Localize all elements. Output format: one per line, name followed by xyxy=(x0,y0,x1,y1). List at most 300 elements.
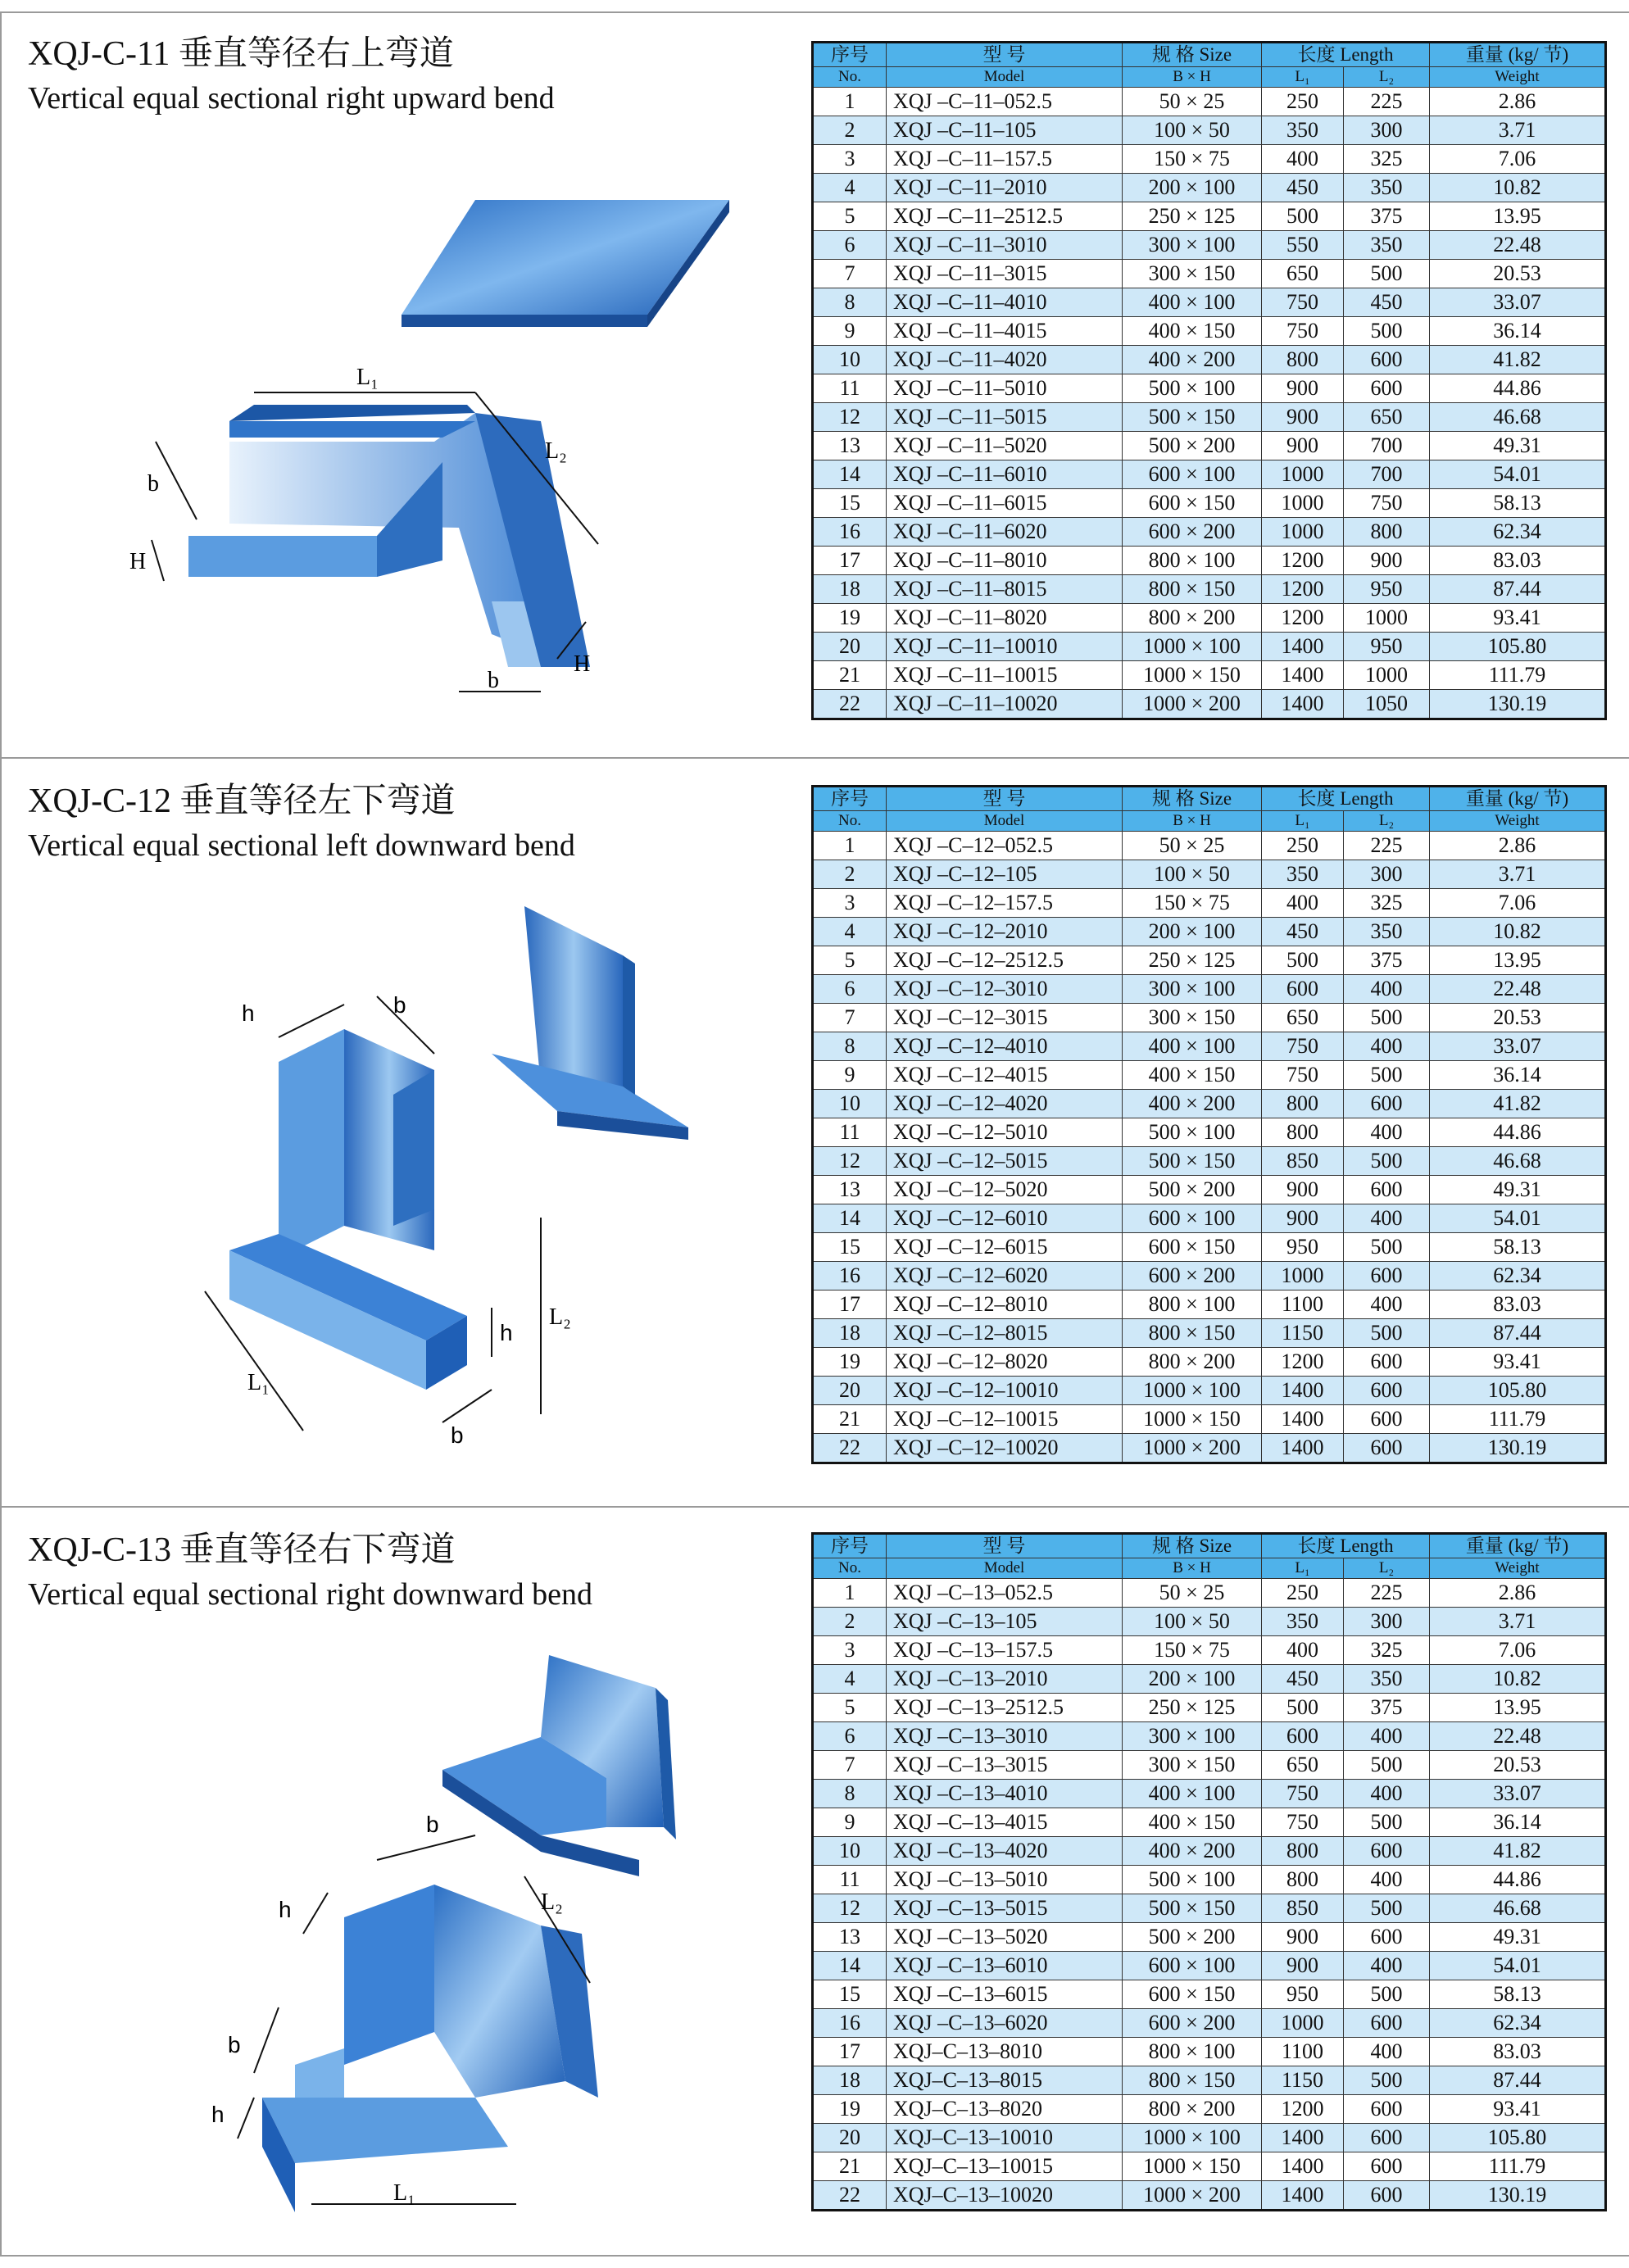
col-weight-zh: 重量 (kg/ 节) xyxy=(1430,1534,1606,1558)
cell-weight: 62.34 xyxy=(1430,1262,1606,1290)
col-weight-en: Weight xyxy=(1430,67,1606,88)
cell-size: 400 × 150 xyxy=(1123,1061,1262,1090)
bend-body xyxy=(229,1029,467,1390)
cell-no: 13 xyxy=(813,1923,887,1952)
cell-model: XQJ–C–13–10015 xyxy=(887,2152,1123,2181)
col-no-zh: 序号 xyxy=(813,43,887,67)
table-row xyxy=(813,1780,1606,1808)
cell-l2: 600 xyxy=(1344,1377,1430,1405)
cell-l1: 750 xyxy=(1262,288,1344,317)
cell-size: 500 × 150 xyxy=(1123,1147,1262,1176)
cell-model: XQJ –C–12–5010 xyxy=(887,1118,1123,1147)
cell-l1: 1000 xyxy=(1262,1262,1344,1290)
cell-l1: 500 xyxy=(1262,202,1344,231)
cell-weight: 105.80 xyxy=(1430,1377,1606,1405)
cell-model: XQJ –C–12–6020 xyxy=(887,1262,1123,1290)
table-row xyxy=(813,946,1606,975)
table-row xyxy=(813,1722,1606,1751)
cell-weight: 93.41 xyxy=(1430,2095,1606,2124)
cell-model: XQJ –C–12–052.5 xyxy=(887,832,1123,860)
table-row xyxy=(813,1204,1606,1233)
table-subheader-row xyxy=(813,1558,1606,1579)
cell-model: XQJ –C–11–157.5 xyxy=(887,145,1123,174)
dim-h2-label: H xyxy=(574,651,591,677)
cell-no: 11 xyxy=(813,374,887,403)
cell-l1: 1100 xyxy=(1262,2038,1344,2066)
cell-weight: 87.44 xyxy=(1430,1319,1606,1348)
cell-model: XQJ –C–12–4010 xyxy=(887,1032,1123,1061)
cell-no: 21 xyxy=(813,1405,887,1434)
cell-weight: 7.06 xyxy=(1430,1636,1606,1665)
cell-no: 21 xyxy=(813,2152,887,2181)
cell-model: XQJ –C–12–10010 xyxy=(887,1377,1123,1405)
cell-l2: 350 xyxy=(1344,1665,1430,1694)
table-header-row xyxy=(813,1534,1606,1558)
cell-l2: 600 xyxy=(1344,346,1430,374)
table-row xyxy=(813,832,1606,860)
cell-l2: 700 xyxy=(1344,460,1430,489)
cell-l2: 600 xyxy=(1344,1348,1430,1377)
dim-b-label: b xyxy=(147,471,159,497)
cell-no: 8 xyxy=(813,1032,887,1061)
cell-l2: 400 xyxy=(1344,1290,1430,1319)
cell-l1: 1200 xyxy=(1262,547,1344,575)
cell-model: XQJ–C–13–8010 xyxy=(887,2038,1123,2066)
cell-size: 100 × 50 xyxy=(1123,860,1262,889)
cell-no: 19 xyxy=(813,1348,887,1377)
cell-l2: 400 xyxy=(1344,1952,1430,1980)
cell-weight: 10.82 xyxy=(1430,1665,1606,1694)
cell-l2: 600 xyxy=(1344,1434,1430,1463)
cell-l2: 450 xyxy=(1344,288,1430,317)
dim-l1-label: L₁ xyxy=(247,1370,270,1395)
cell-model: XQJ–C–13–8020 xyxy=(887,2095,1123,2124)
cell-l2: 600 xyxy=(1344,1923,1430,1952)
cell-model: XQJ –C–13–2010 xyxy=(887,1665,1123,1694)
cell-l1: 900 xyxy=(1262,1923,1344,1952)
cell-model: XQJ –C–13–157.5 xyxy=(887,1636,1123,1665)
section-title-zh: XQJ-C-11 垂直等径右上弯道 xyxy=(28,35,454,73)
table-row xyxy=(813,1118,1606,1147)
table-row xyxy=(813,633,1606,661)
cell-l2: 225 xyxy=(1344,88,1430,116)
cell-l2: 500 xyxy=(1344,1808,1430,1837)
cell-no: 8 xyxy=(813,1780,887,1808)
cell-no: 22 xyxy=(813,1434,887,1463)
cell-no: 1 xyxy=(813,832,887,860)
col-size-zh: 规 格 Size xyxy=(1123,1534,1262,1558)
col-l2: L₂ xyxy=(1344,811,1430,832)
table-header-row xyxy=(813,43,1606,67)
col-size-en: B × H xyxy=(1123,67,1262,88)
cell-weight: 87.44 xyxy=(1430,2066,1606,2095)
cell-model: XQJ –C–12–10020 xyxy=(887,1434,1123,1463)
cell-weight: 83.03 xyxy=(1430,2038,1606,2066)
cell-l1: 1400 xyxy=(1262,1434,1344,1463)
cell-model: XQJ –C–11–5015 xyxy=(887,403,1123,432)
table-row xyxy=(813,1262,1606,1290)
cell-l2: 600 xyxy=(1344,1837,1430,1866)
cell-weight: 36.14 xyxy=(1430,1808,1606,1837)
cell-weight: 58.13 xyxy=(1430,489,1606,518)
cell-size: 1000 × 200 xyxy=(1123,2181,1262,2211)
cell-size: 600 × 100 xyxy=(1123,1204,1262,1233)
cell-size: 1000 × 100 xyxy=(1123,1377,1262,1405)
cell-l1: 1000 xyxy=(1262,518,1344,547)
table-row xyxy=(813,1348,1606,1377)
table-row xyxy=(813,1665,1606,1694)
cell-weight: 49.31 xyxy=(1430,1176,1606,1204)
cell-model: XQJ –C–11–2010 xyxy=(887,174,1123,202)
cell-no: 7 xyxy=(813,1751,887,1780)
cell-model: XQJ –C–11–3015 xyxy=(887,260,1123,288)
cell-no: 15 xyxy=(813,1980,887,2009)
cell-weight: 49.31 xyxy=(1430,1923,1606,1952)
cell-size: 1000 × 150 xyxy=(1123,661,1262,690)
cell-l1: 250 xyxy=(1262,1579,1344,1608)
table-row xyxy=(813,1032,1606,1061)
cell-no: 20 xyxy=(813,1377,887,1405)
cell-no: 4 xyxy=(813,174,887,202)
cell-weight: 54.01 xyxy=(1430,1952,1606,1980)
cell-weight: 44.86 xyxy=(1430,374,1606,403)
cell-weight: 41.82 xyxy=(1430,346,1606,374)
cell-weight: 22.48 xyxy=(1430,975,1606,1004)
cell-model: XQJ –C–11–10015 xyxy=(887,661,1123,690)
cell-no: 11 xyxy=(813,1866,887,1894)
cell-model: XQJ –C–13–4010 xyxy=(887,1780,1123,1808)
table-row xyxy=(813,2009,1606,2038)
cell-l1: 1200 xyxy=(1262,604,1344,633)
cell-weight: 111.79 xyxy=(1430,661,1606,690)
cell-no: 9 xyxy=(813,1808,887,1837)
cell-no: 20 xyxy=(813,2124,887,2152)
table-row xyxy=(813,374,1606,403)
cell-model: XQJ –C–12–8010 xyxy=(887,1290,1123,1319)
cell-model: XQJ –C–11–10020 xyxy=(887,690,1123,719)
cell-l1: 900 xyxy=(1262,432,1344,460)
col-l2: L₂ xyxy=(1344,67,1430,88)
table-row xyxy=(813,1319,1606,1348)
cell-size: 400 × 150 xyxy=(1123,1808,1262,1837)
cell-l1: 1000 xyxy=(1262,489,1344,518)
cell-l1: 1400 xyxy=(1262,2152,1344,2181)
cell-l2: 500 xyxy=(1344,2066,1430,2095)
cell-size: 800 × 200 xyxy=(1123,604,1262,633)
cell-weight: 3.71 xyxy=(1430,116,1606,145)
cell-size: 50 × 25 xyxy=(1123,832,1262,860)
cell-l2: 300 xyxy=(1344,860,1430,889)
cell-weight: 10.82 xyxy=(1430,918,1606,946)
cell-l2: 500 xyxy=(1344,1751,1430,1780)
section-title-en: Vertical equal sectional right downward bend xyxy=(28,1577,593,1612)
table-row xyxy=(813,88,1606,116)
cell-weight: 83.03 xyxy=(1430,1290,1606,1319)
table-row xyxy=(813,1751,1606,1780)
table-row xyxy=(813,1923,1606,1952)
cell-l2: 325 xyxy=(1344,145,1430,174)
cell-model: XQJ –C–11–6020 xyxy=(887,518,1123,547)
cell-weight: 49.31 xyxy=(1430,432,1606,460)
dim-l2-label: L₂ xyxy=(541,1889,563,1915)
cell-no: 15 xyxy=(813,489,887,518)
cell-weight: 3.71 xyxy=(1430,860,1606,889)
table-row xyxy=(813,317,1606,346)
col-weight-zh: 重量 (kg/ 节) xyxy=(1430,787,1606,811)
bend-illustration xyxy=(33,1639,770,2229)
cell-model: XQJ –C–11–8020 xyxy=(887,604,1123,633)
table-row xyxy=(813,1176,1606,1204)
cell-size: 600 × 100 xyxy=(1123,460,1262,489)
cell-l2: 650 xyxy=(1344,403,1430,432)
cell-l2: 750 xyxy=(1344,489,1430,518)
cell-size: 500 × 100 xyxy=(1123,1118,1262,1147)
cell-l1: 750 xyxy=(1262,1780,1344,1808)
cell-size: 250 × 125 xyxy=(1123,202,1262,231)
bend-illustration xyxy=(33,175,770,733)
cell-l1: 750 xyxy=(1262,1032,1344,1061)
col-no-zh: 序号 xyxy=(813,787,887,811)
col-length-zh: 长度 Length xyxy=(1262,787,1430,811)
cell-size: 600 × 200 xyxy=(1123,1262,1262,1290)
cell-no: 18 xyxy=(813,1319,887,1348)
col-model-en: Model xyxy=(887,67,1123,88)
cell-no: 2 xyxy=(813,116,887,145)
cell-l2: 400 xyxy=(1344,1204,1430,1233)
cell-l1: 1400 xyxy=(1262,690,1344,719)
table-subheader-row xyxy=(813,67,1606,88)
table-row xyxy=(813,604,1606,633)
cell-weight: 58.13 xyxy=(1430,1233,1606,1262)
dim-h2-label: h xyxy=(500,1320,513,1345)
cell-weight: 105.80 xyxy=(1430,633,1606,661)
cell-size: 200 × 100 xyxy=(1123,1665,1262,1694)
cell-l2: 325 xyxy=(1344,1636,1430,1665)
cell-weight: 130.19 xyxy=(1430,690,1606,719)
cell-no: 16 xyxy=(813,518,887,547)
cell-size: 400 × 200 xyxy=(1123,1837,1262,1866)
bottom-border xyxy=(0,2255,1629,2257)
cell-l1: 750 xyxy=(1262,1808,1344,1837)
cell-weight: 62.34 xyxy=(1430,2009,1606,2038)
cell-model: XQJ –C–12–105 xyxy=(887,860,1123,889)
cell-l1: 400 xyxy=(1262,145,1344,174)
cell-model: XQJ –C–12–8020 xyxy=(887,1348,1123,1377)
cell-no: 2 xyxy=(813,1608,887,1636)
cell-l1: 500 xyxy=(1262,946,1344,975)
cell-model: XQJ –C–11–8015 xyxy=(887,575,1123,604)
cell-model: XQJ –C–13–6010 xyxy=(887,1952,1123,1980)
cell-l1: 1200 xyxy=(1262,1348,1344,1377)
cell-l2: 1050 xyxy=(1344,690,1430,719)
table-row xyxy=(813,1434,1606,1463)
cell-no: 10 xyxy=(813,346,887,374)
table-row xyxy=(813,1290,1606,1319)
cell-size: 600 × 150 xyxy=(1123,1980,1262,2009)
cell-l2: 600 xyxy=(1344,2095,1430,2124)
cell-no: 13 xyxy=(813,432,887,460)
cell-no: 21 xyxy=(813,661,887,690)
cell-model: XQJ –C–11–105 xyxy=(887,116,1123,145)
cell-l2: 400 xyxy=(1344,1780,1430,1808)
cell-no: 14 xyxy=(813,460,887,489)
cell-no: 5 xyxy=(813,1694,887,1722)
cell-size: 1000 × 150 xyxy=(1123,1405,1262,1434)
col-model-en: Model xyxy=(887,1558,1123,1579)
table-row xyxy=(813,288,1606,317)
section-c13 xyxy=(0,1508,1629,2253)
cell-weight: 33.07 xyxy=(1430,1032,1606,1061)
table-row xyxy=(813,432,1606,460)
table-row xyxy=(813,1579,1606,1608)
table-row xyxy=(813,918,1606,946)
col-l1: L₁ xyxy=(1262,811,1344,832)
cell-l2: 500 xyxy=(1344,1061,1430,1090)
cell-size: 600 × 200 xyxy=(1123,518,1262,547)
cell-l2: 375 xyxy=(1344,1694,1430,1722)
col-model-zh: 型 号 xyxy=(887,1534,1123,1558)
cell-weight: 130.19 xyxy=(1430,1434,1606,1463)
cell-l1: 1000 xyxy=(1262,2009,1344,2038)
cell-l2: 600 xyxy=(1344,1262,1430,1290)
section-title-en: Vertical equal sectional left downward bend xyxy=(28,828,575,863)
table-row xyxy=(813,975,1606,1004)
cell-no: 12 xyxy=(813,1147,887,1176)
cell-weight: 87.44 xyxy=(1430,575,1606,604)
cell-l2: 600 xyxy=(1344,1176,1430,1204)
bend-body xyxy=(188,405,590,667)
cell-l1: 1150 xyxy=(1262,1319,1344,1348)
cell-l1: 1400 xyxy=(1262,2181,1344,2211)
cell-no: 3 xyxy=(813,889,887,918)
cell-model: XQJ –C–12–2010 xyxy=(887,918,1123,946)
cell-weight: 33.07 xyxy=(1430,1780,1606,1808)
cell-no: 22 xyxy=(813,690,887,719)
cell-l1: 1200 xyxy=(1262,2095,1344,2124)
cell-l1: 350 xyxy=(1262,116,1344,145)
cell-model: XQJ –C–12–4020 xyxy=(887,1090,1123,1118)
table-row xyxy=(813,116,1606,145)
cell-weight: 3.71 xyxy=(1430,1608,1606,1636)
cell-size: 800 × 150 xyxy=(1123,2066,1262,2095)
col-l1: L₁ xyxy=(1262,1558,1344,1579)
cell-model: XQJ –C–12–5015 xyxy=(887,1147,1123,1176)
cell-size: 200 × 100 xyxy=(1123,918,1262,946)
col-size-zh: 规 格 Size xyxy=(1123,43,1262,67)
cell-model: XQJ –C–13–5015 xyxy=(887,1894,1123,1923)
cell-model: XQJ –C–11–4020 xyxy=(887,346,1123,374)
cell-l1: 800 xyxy=(1262,1090,1344,1118)
cell-l2: 400 xyxy=(1344,2038,1430,2066)
cell-l1: 450 xyxy=(1262,174,1344,202)
cell-size: 250 × 125 xyxy=(1123,946,1262,975)
cell-l2: 950 xyxy=(1344,575,1430,604)
cell-model: XQJ –C–11–6010 xyxy=(887,460,1123,489)
table-row xyxy=(813,547,1606,575)
table-row xyxy=(813,1980,1606,2009)
table-row xyxy=(813,1894,1606,1923)
cell-model: XQJ –C–11–5010 xyxy=(887,374,1123,403)
cell-l2: 600 xyxy=(1344,2152,1430,2181)
dim-b2-label: b xyxy=(228,2032,241,2057)
section-c11 xyxy=(0,11,1629,757)
cell-no: 11 xyxy=(813,1118,887,1147)
cell-size: 400 × 100 xyxy=(1123,288,1262,317)
cover-plate xyxy=(442,1655,676,1876)
bend-body xyxy=(262,1885,598,2212)
col-no-en: No. xyxy=(813,67,887,88)
cell-model: XQJ –C–12–5020 xyxy=(887,1176,1123,1204)
cell-model: XQJ –C–12–6010 xyxy=(887,1204,1123,1233)
cell-size: 150 × 75 xyxy=(1123,889,1262,918)
cell-no: 3 xyxy=(813,1636,887,1665)
cell-weight: 36.14 xyxy=(1430,1061,1606,1090)
table-row xyxy=(813,1405,1606,1434)
cell-model: XQJ –C–13–5010 xyxy=(887,1866,1123,1894)
col-no-zh: 序号 xyxy=(813,1534,887,1558)
cell-weight: 83.03 xyxy=(1430,547,1606,575)
cell-weight: 13.95 xyxy=(1430,1694,1606,1722)
cell-weight: 44.86 xyxy=(1430,1118,1606,1147)
dim-l2-label: L₂ xyxy=(549,1304,571,1330)
cell-no: 20 xyxy=(813,633,887,661)
cell-no: 18 xyxy=(813,2066,887,2095)
cell-l1: 850 xyxy=(1262,1894,1344,1923)
cell-l1: 1100 xyxy=(1262,1290,1344,1319)
cell-size: 800 × 100 xyxy=(1123,2038,1262,2066)
cell-l1: 650 xyxy=(1262,1751,1344,1780)
cell-size: 400 × 100 xyxy=(1123,1780,1262,1808)
cell-l2: 600 xyxy=(1344,1090,1430,1118)
cell-l2: 400 xyxy=(1344,1118,1430,1147)
cell-size: 600 × 100 xyxy=(1123,1952,1262,1980)
cell-l1: 350 xyxy=(1262,860,1344,889)
cell-l1: 650 xyxy=(1262,260,1344,288)
table-row xyxy=(813,2038,1606,2066)
cell-no: 10 xyxy=(813,1090,887,1118)
cell-weight: 130.19 xyxy=(1430,2181,1606,2211)
cell-weight: 54.01 xyxy=(1430,1204,1606,1233)
cell-weight: 93.41 xyxy=(1430,1348,1606,1377)
cell-model: XQJ –C–11–4010 xyxy=(887,288,1123,317)
cell-size: 1000 × 200 xyxy=(1123,690,1262,719)
cell-l2: 350 xyxy=(1344,231,1430,260)
cell-model: XQJ –C–13–2512.5 xyxy=(887,1694,1123,1722)
cell-size: 800 × 100 xyxy=(1123,547,1262,575)
col-model-zh: 型 号 xyxy=(887,43,1123,67)
cell-l1: 1200 xyxy=(1262,575,1344,604)
cell-size: 1000 × 100 xyxy=(1123,2124,1262,2152)
bend-illustration xyxy=(33,898,770,1472)
cell-weight: 54.01 xyxy=(1430,460,1606,489)
cell-size: 200 × 100 xyxy=(1123,174,1262,202)
table-row xyxy=(813,145,1606,174)
cell-l2: 500 xyxy=(1344,1233,1430,1262)
cell-no: 12 xyxy=(813,403,887,432)
cell-size: 400 × 100 xyxy=(1123,1032,1262,1061)
cell-model: XQJ –C–12–2512.5 xyxy=(887,946,1123,975)
table-row xyxy=(813,1866,1606,1894)
cell-no: 8 xyxy=(813,288,887,317)
cell-model: XQJ –C–12–3015 xyxy=(887,1004,1123,1032)
table-row xyxy=(813,202,1606,231)
table-row xyxy=(813,1636,1606,1665)
cover-plate xyxy=(492,906,688,1140)
cell-size: 1000 × 100 xyxy=(1123,633,1262,661)
cell-model: XQJ –C–11–6015 xyxy=(887,489,1123,518)
cell-model: XQJ –C–12–3010 xyxy=(887,975,1123,1004)
cell-size: 300 × 150 xyxy=(1123,1751,1262,1780)
